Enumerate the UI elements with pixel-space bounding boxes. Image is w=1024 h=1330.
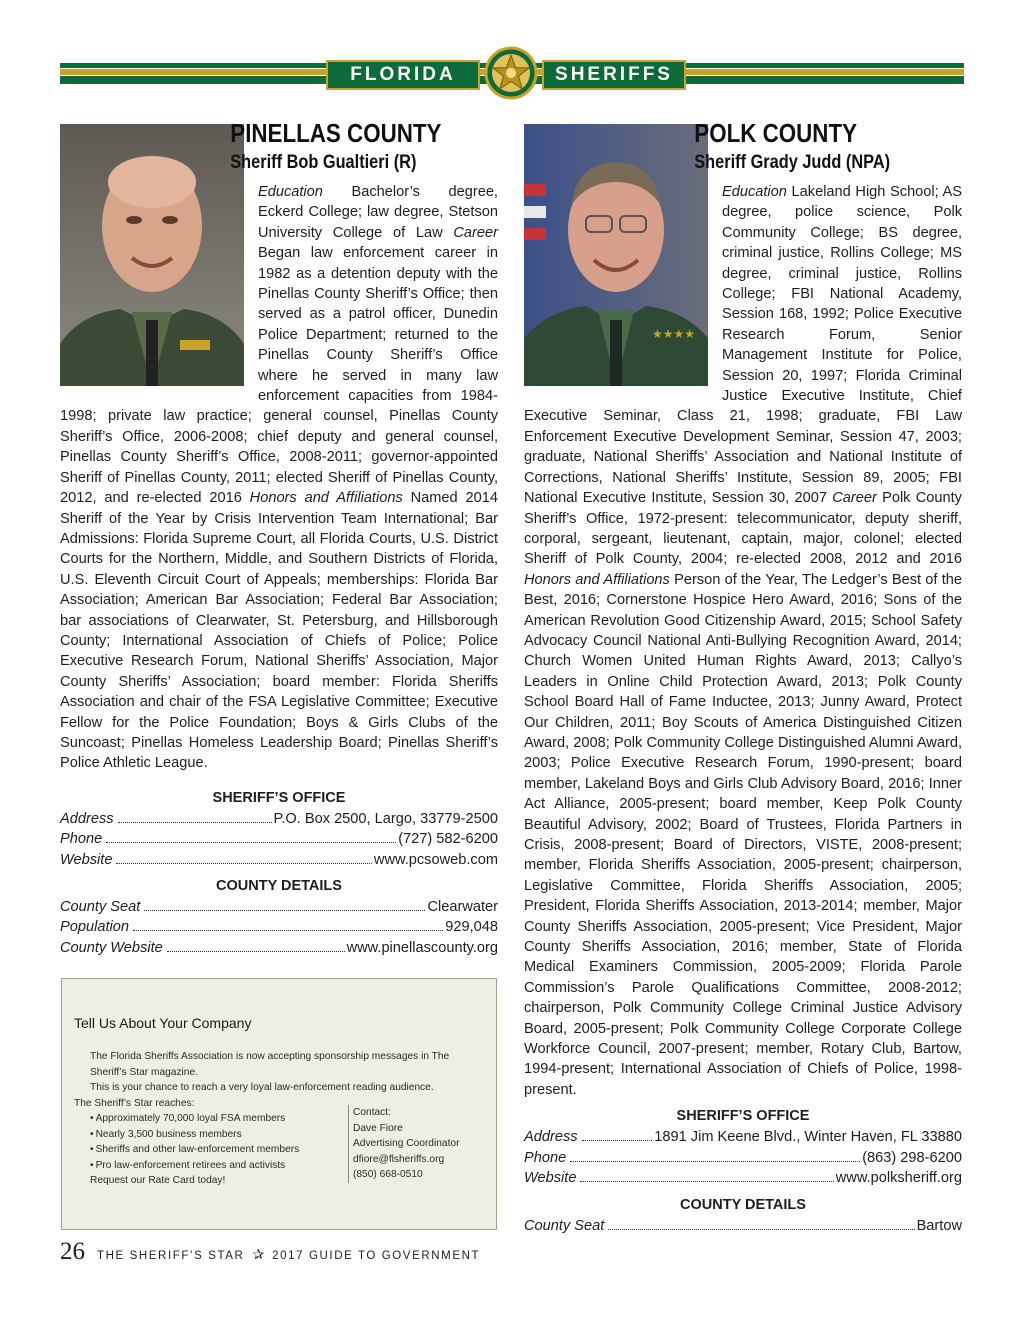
row-value: 929,048	[445, 919, 498, 936]
county-population-row	[60, 917, 498, 937]
ad-bullet-list	[74, 1111, 344, 1189]
sheriffs-office-heading: SHERIFF’S OFFICE	[676, 1108, 810, 1125]
bio-label-career: Career	[832, 490, 877, 507]
office-phone-row	[524, 1148, 962, 1168]
county-details-heading: COUNTY DETAILS	[680, 1196, 806, 1213]
row-label: Address	[524, 1129, 578, 1146]
leader-dots	[106, 842, 396, 843]
row-label: Website	[524, 1170, 577, 1187]
leader-dots	[116, 863, 371, 864]
leader-dots	[144, 910, 425, 911]
row-label: Phone	[524, 1149, 567, 1166]
county-details-heading: COUNTY DETAILS	[216, 878, 342, 894]
office-phone-row	[60, 829, 498, 849]
county-seat-row	[60, 897, 498, 917]
pinellas-county-column	[60, 118, 498, 958]
bio-honors-text: Named 2014 Sheriff of the Year by Crisis Intervention Team International; Bar Admissions: Florida Supreme Court, all Florida Courts, U.S. District Courts for the Northern, Middle, and Southern Districts of Florida, U.S. Eleventh Circuit Court of Appeals; memberships: Florida Bar Association; American Bar Association; Federal Bar Association; bar associations of Clearwater, St. Petersburg, and Hillsborough County; International Association of Chiefs of Police; Police Executive Research Forum, National Sheriffs’ Association, Major County Sheriffs’ Association; board member: Florida Sheriffs Association and chair of the FSA Legislative Committee; Executive Fellow for the Police Foundation; Boys & Girls Clubs of the Suncoast; Pinellas Homeless Leadership Board; Pinellas Sheriff’s Police Athletic League.	[60, 490, 498, 772]
ad-bullet-item: • Approximately 70,000 loyal FSA members	[74, 1111, 344, 1127]
bio-honors-text: Person of the Year, The Ledger’s Best of the Best, 2016; Cornerstone Hospice Hero Award, 2016; Sons of the American Revolution Good Citizenship Award, 2015; School Safety Advocacy Council National Anti-Bullying Recognition Award, 2014; Church Women United Human Rights Award, 2013; Callyo’s Leaders in Online Child Protection Award, 2013; Polk County School Board Hall of Fame Inductee, 2013; Junny Award, Protect Our Children, 2011; Boy Scouts of America Distinguished Citizen Award, 2008; Polk Community College Distinguished Alumni Award, 2003; Police Executive Research Forum, 1990-present; board member, Lakeland Boys and Girls Club Advisory Board, 2016; Inner Act Alliance, 2005-present; board member, Keep Polk County Beautiful Advisory, 2002; Board of Trustees, Florida Partners in Crisis, 2008-present; Board of Directors, VISTE, 2008-present; member, Florida Sheriffs Association, 2005-present; chairperson, Legislative Committee, Florida Sheriffs Association, 2005; President, Florida Sheriffs Association, 2013-2014; member, Major County Sheriffs Association, 2005-present; Vice President, Major County Sheriffs Association, 2016; member, State of Florida Medical Examiners Commission, 2005-2009; Florida Parole Commission’s Parole Qualifications Committee, 2008-2012; chairperson, Polk Community College Criminal Justice Advisory Board, 2005-present; Polk Community College Corporate College Workforce Council, 2007-present; member, Rotary Club, Bartow, 1994-present; International Association of Chiefs of Police, 1998-present.	[524, 571, 962, 1098]
bio-career-text: Began law enforcement career in 1982 as a detention deputy with the Pinellas County Sheriff’s Office; then served as a patrol officer, Dunedin Police Department; returned to the Pinellas County Sheriff’s Office where he served in many law enforcement capacities from 1984-1998; private law practice; general counsel, Pinellas County Sheriff’s Office, 2006-2008; chief deputy and general counsel, Pinellas County Sheriff’s Office, 2008-2011; governor-appointed Sheriff of Pinellas County, 2011; elected Sheriff of Pinellas County, 2012, and re-elected 2016	[60, 245, 498, 507]
row-value: Bartow	[916, 1217, 962, 1234]
county-seat-row	[524, 1216, 962, 1236]
row-value[interactable]: www.pcsoweb.com	[373, 851, 498, 868]
ad-bullet-item: • Nearly 3,500 business members	[74, 1127, 344, 1143]
row-label: County Website	[60, 939, 163, 956]
contact-heading: Contact:	[353, 1107, 391, 1118]
banner-label-right: SHERIFFS	[542, 60, 686, 90]
polk-county-column	[524, 118, 962, 1236]
ad-request-line: Request our Rate Card today!	[90, 1175, 226, 1186]
row-value: 1891 Jim Keene Blvd., Winter Haven, FL 33880	[654, 1129, 962, 1146]
row-label: County Seat	[60, 899, 141, 915]
row-value[interactable]: www.polksheriff.org	[835, 1170, 962, 1187]
row-value: (727) 582-6200	[398, 831, 498, 848]
office-address-row	[60, 809, 498, 829]
row-label: Population	[60, 919, 129, 936]
ad-contact-block	[348, 1105, 459, 1183]
ad-bullet-item: • Pro law-enforcement retirees and activists	[74, 1158, 344, 1174]
ad-body	[74, 1049, 488, 1111]
row-label: Address	[60, 810, 114, 827]
leader-dots	[167, 951, 345, 952]
leader-dots	[608, 1229, 914, 1230]
ad-paragraph: The Sheriff’s Star reaches:	[74, 1097, 195, 1109]
leader-dots	[570, 1161, 860, 1162]
ad-title: Tell Us About Your Company	[74, 1015, 252, 1031]
sheriff-star-badge-icon	[484, 46, 538, 100]
contact-role: Advertising Coordinator	[353, 1138, 460, 1149]
bio-career-text: Polk County Sheriff’s Office, 1972-present: telecommunicator, deputy sheriff, corporal, sergeant, lieutenant, captain, major, colonel; elected Sheriff of Polk County, 2004; re-elected 2008, 2012 and 2016	[524, 490, 962, 568]
county-title: POLK COUNTY	[694, 118, 858, 148]
county-website-row	[60, 938, 498, 958]
leader-dots	[133, 930, 443, 931]
office-website-row	[524, 1168, 962, 1188]
ad-bullet-item: • Sheriffs and other law-enforcement members	[74, 1142, 344, 1158]
contact-name: Dave Fiore	[353, 1122, 403, 1134]
page-footer	[60, 1238, 480, 1270]
ad-paragraph: The Florida Sheriffs Association is now accepting sponsorship messages in The Sheriff’s Star magazine.	[90, 1051, 450, 1078]
star-icon: ✰	[252, 1246, 265, 1262]
bio-education-text: Bachelor’s degree, Eckerd College; law degree, Stetson University College of Law	[258, 184, 498, 241]
row-value: (863) 298-6200	[862, 1149, 962, 1166]
row-value[interactable]: www.pinellascounty.org	[346, 939, 498, 956]
ad-paragraph: This is your chance to reach a very loyal law-enforcement reading audience.	[90, 1082, 434, 1093]
page-number: 26	[60, 1238, 85, 1265]
contact-email[interactable]: dfiore@flsheriffs.org	[353, 1153, 445, 1165]
leader-dots	[118, 822, 272, 823]
row-label: Phone	[60, 831, 103, 848]
bio-label-honors: Honors and Affiliations	[249, 490, 403, 507]
office-website-row	[60, 850, 498, 870]
sheriff-name: Sheriff Bob Gualtieri (R)	[230, 152, 417, 173]
office-address-row	[524, 1127, 962, 1147]
leader-dots	[580, 1181, 833, 1182]
row-value: P.O. Box 2500, Largo, 33779-2500	[273, 810, 498, 827]
county-title: PINELLAS COUNTY	[230, 118, 442, 148]
contact-phone: (850) 668-0510	[353, 1169, 423, 1180]
publication-name: THE SHERIFF’S STAR	[97, 1250, 245, 1262]
masthead-banner	[60, 60, 964, 90]
bio-label-education: Education	[722, 184, 787, 200]
guide-title: 2017 GUIDE TO GOVERNMENT	[272, 1250, 481, 1262]
bio-label-honors: Honors and Affiliations	[524, 571, 670, 588]
leader-dots	[582, 1140, 653, 1141]
row-label: County Seat	[524, 1217, 605, 1234]
sheriff-name: Sheriff Grady Judd (NPA)	[694, 152, 891, 173]
bio-label-career: Career	[453, 224, 498, 241]
svg-text:★★★★: ★★★★	[652, 327, 696, 341]
sheriffs-office-heading: SHERIFF’S OFFICE	[212, 789, 346, 806]
bio-label-education: Education	[258, 184, 323, 200]
row-label: Website	[60, 851, 113, 868]
bio-education-text: Lakeland High School; AS degree, police science, Polk Community College; BS degree, criminal justice, Rollins College; MS degree, criminal justice, Rollins College; FBI National Academy, Session 168, 1992; Police Executive Research Forum, Senior Management Institute for Police, Session 20, 1997; Florida Criminal Justice Executive Institute, Chief Executive Seminar, Class 21, 1998; graduate, FBI Law Enforcement Executive Development Seminar, Session 47, 2003; graduate, National Sheriffs’ Association and National Institute of Corrections, National Sheriffs’ Institute, Session 89, 2005; FBI National Executive Institute, Session 30, 2007	[524, 184, 962, 507]
advertising-box	[61, 978, 497, 1230]
banner-label-left: FLORIDA	[326, 60, 480, 90]
row-value: Clearwater	[427, 899, 498, 915]
